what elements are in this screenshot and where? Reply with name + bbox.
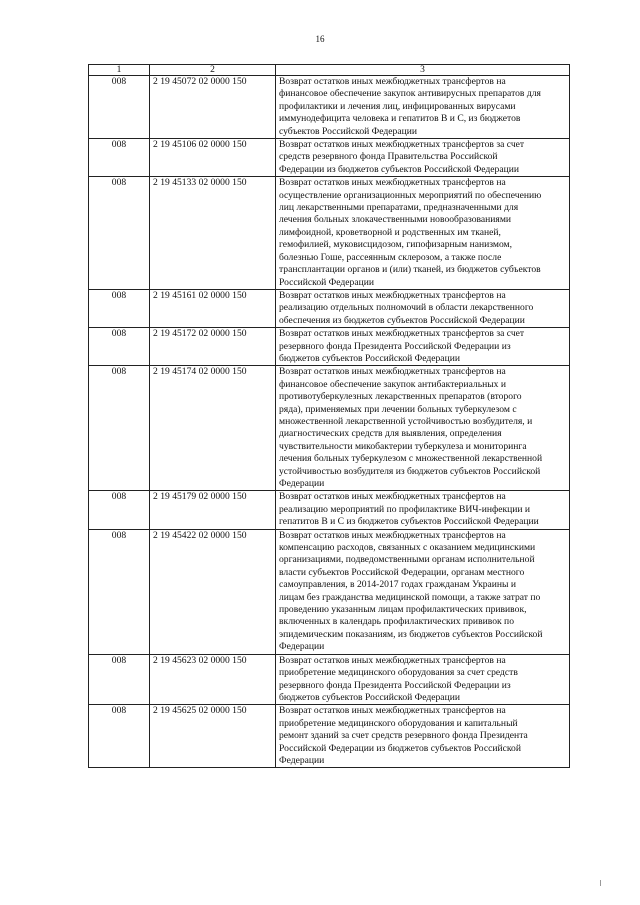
description-line: Возврат остатков иных межбюджетных трансфертов на [279,705,506,717]
admin-code-cell: 008 [89,139,150,177]
description-line: чувствительности микобактерии туберкулеза и мониторинга [279,440,527,452]
description-line: Возврат остатков иных межбюджетных трансфертов на [279,654,506,666]
description-line: Российской Федерации [279,276,374,288]
table-row [89,177,570,290]
description-line: приобретение медицинского оборудования за счет средств [279,667,518,679]
description-line: Возврат остатков иных межбюджетных трансфертов за счет [279,328,525,340]
admin-code-cell: 008 [89,76,150,139]
description-line: Российской Федерации из бюджетов субъектов Российской [279,742,521,754]
description-line: лечения больных злокачественными новообразованиями [279,214,512,226]
description-line: лечения больных туберкулезом с множественной лекарственной [279,453,543,465]
description-cell [276,491,570,529]
description-line: обеспечения из бюджетов субъектов Российской Федерации [279,314,525,326]
page-number: 16 [315,34,325,44]
description-cell [276,76,570,139]
description-line: компенсацию расходов, связанных с оказанием медицинскими [279,542,536,554]
description-line: болезнью Гоше, рассеянным склерозом, а также после [279,251,502,263]
description-line: реализацию отдельных полномочий в области лекарственного [279,302,534,314]
description-cell [276,177,570,290]
admin-code-cell: 008 [89,529,150,654]
admin-code-cell: 008 [89,289,150,327]
description-line: лицам без гражданства медицинской помощи, а также затрат по [279,591,541,603]
description-line: Возврат остатков иных межбюджетных трансфертов на [279,76,506,87]
description-line: приобретение медицинского оборудования и капитальный [279,717,518,729]
table-row [89,366,570,491]
description-line: Возврат остатков иных межбюджетных трансфертов за счет [279,139,525,151]
admin-code-cell: 008 [89,654,150,705]
description-line: ряда), применяемых при лечении больных туберкулезом с [279,403,517,415]
margin-mark [600,880,601,886]
description-line: Федерации из бюджетов субъектов Российской Федерации [279,163,519,175]
table-row [89,139,570,177]
budget-code-cell: 2 19 45422 02 0000 150 [150,529,276,654]
description-line: устойчивостью возбудителя из бюджетов субъектов Российской [279,465,541,477]
description-line: профилактики и лечения лиц, инфицированных вирусами [279,100,516,112]
description-line: эпидемическим показаниям, из бюджетов субъектов Российской [279,628,543,640]
description-line: средств резервного фонда Правительства Российской [279,151,498,163]
description-line: власти субъектов Российской Федерации, органам местного [279,566,525,578]
table-row [89,491,570,529]
description-line: Федерации [279,478,325,489]
description-line: субъектов Российской Федерации [279,125,417,137]
description-line: Федерации [279,641,325,653]
budget-code-cell: 2 19 45133 02 0000 150 [150,177,276,290]
budget-code-cell: 2 19 45625 02 0000 150 [150,705,276,768]
description-line: бюджетов субъектов Российской Федерации [279,352,460,364]
description-line: финансовое обеспечение закупок антивирусных препаратов для [279,88,541,100]
budget-codes-table [88,64,570,768]
admin-code-cell: 008 [89,491,150,529]
description-line: самоуправления, в 2014-2017 годах гражданам Украины и [279,579,517,591]
description-cell [276,529,570,654]
admin-code-cell: 008 [89,177,150,290]
description-line: ремонт зданий за счет средств резервного фонда Президента [279,730,528,742]
description-line: Возврат остатков иных межбюджетных трансфертов на [279,177,506,189]
description-line: осуществление организационных мероприятий по обеспечению [279,189,542,201]
description-line: диагностических средств для выявления, определения [279,428,502,440]
description-cell [276,366,570,491]
description-line: гепатитов В и С из бюджетов субъектов Российской Федерации [279,516,539,528]
description-line: Возврат остатков иных межбюджетных трансфертов на [279,529,506,541]
budget-code-cell: 2 19 45623 02 0000 150 [150,654,276,705]
description-line: Возврат остатков иных межбюджетных трансфертов на [279,366,506,378]
admin-code-cell: 008 [89,366,150,491]
column-header-3: 3 [276,65,570,76]
description-line: иммунодефицита человека и гепатитов В и С, из бюджетов [279,113,521,125]
table-row [89,328,570,366]
description-cell [276,289,570,327]
admin-code-cell: 008 [89,705,150,768]
description-line: лимфоидной, кроветворной и родственных им тканей, [279,226,501,238]
description-line: множественной лекарственной устойчивостью возбудителя, и [279,415,533,427]
column-header-2: 2 [150,65,276,76]
description-line: резервного фонда Президента Российской Федерации из [279,340,511,352]
description-line: финансовое обеспечение закупок антибактериальных и [279,378,506,390]
budget-code-cell: 2 19 45172 02 0000 150 [150,328,276,366]
table-row [89,654,570,705]
table-header-row [89,65,570,76]
description-line: включенных в календарь профилактических прививок по [279,616,514,628]
description-line: лиц лекарственными препаратами, предназначенными для [279,202,519,214]
description-line: организациями, подведомственными органам исполнительной [279,554,535,566]
admin-code-cell: 008 [89,328,150,366]
description-line: проведению указанным лицам профилактических прививок, [279,604,527,616]
budget-code-cell: 2 19 45072 02 0000 150 [150,76,276,139]
table-row [89,529,570,654]
table-row [89,705,570,768]
description-line: бюджетов субъектов Российской Федерации [279,691,460,703]
description-line: резервного фонда Президента Российской Федерации из [279,679,511,691]
description-cell [276,139,570,177]
description-cell [276,705,570,768]
table-body [89,76,570,768]
description-line: трансплантации органов и (или) тканей, из бюджетов субъектов [279,264,541,276]
column-header-1: 1 [89,65,150,76]
budget-code-cell: 2 19 45161 02 0000 150 [150,289,276,327]
table-row [89,289,570,327]
table-row [89,76,570,139]
description-cell [276,654,570,705]
description-cell [276,328,570,366]
description-line: гемофилией, муковисцидозом, гипофизарным нанизмом, [279,239,513,251]
budget-code-cell: 2 19 45179 02 0000 150 [150,491,276,529]
description-line: Возврат остатков иных межбюджетных трансфертов на [279,491,506,503]
description-line: Возврат остатков иных межбюджетных трансфертов на [279,289,506,301]
description-line: реализацию мероприятий по профилактике ВИЧ-инфекции и [279,503,531,515]
description-line: Федерации [279,754,325,766]
budget-code-cell: 2 19 45174 02 0000 150 [150,366,276,491]
description-line: противотуберкулезных лекарственных препаратов (второго [279,391,522,403]
budget-code-cell: 2 19 45106 02 0000 150 [150,139,276,177]
